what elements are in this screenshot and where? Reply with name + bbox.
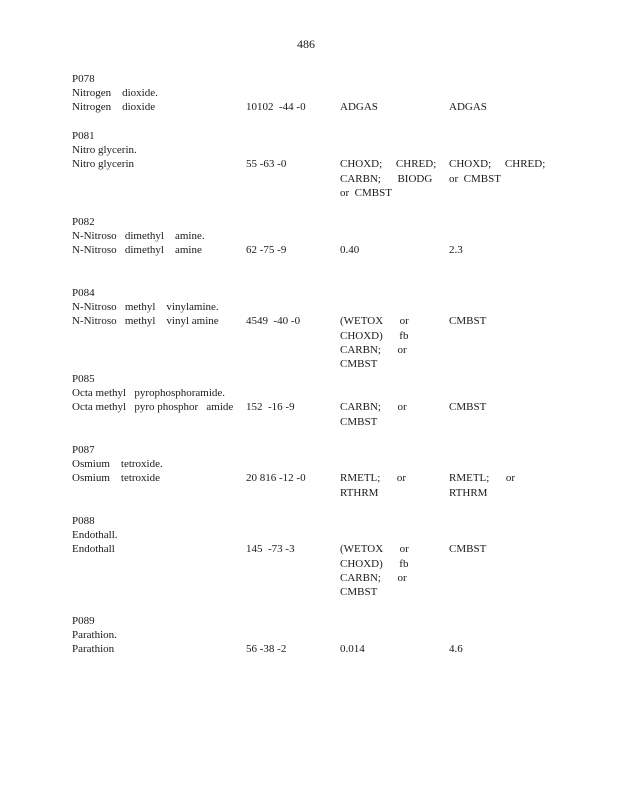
- wastewater-standard-line: RTHRM: [340, 486, 379, 499]
- nonwastewater-standard-line: or CMBST: [449, 172, 501, 185]
- nonwastewater-standard: [449, 314, 486, 328]
- nonwastewater-standard-line: RTHRM: [449, 486, 488, 499]
- waste-code: P082: [72, 216, 95, 228]
- constituent-name: Nitro glycerin: [72, 158, 135, 171]
- wastewater-standard-line: CARBN; or: [340, 401, 407, 414]
- nonwastewater-standard-line: CMBST: [449, 543, 487, 556]
- wastewater-standard-line: (WETOX or: [340, 315, 409, 328]
- constituent-row: [72, 542, 592, 598]
- cas-number: 4549 -40 -0: [246, 315, 301, 328]
- wastewater-standard-line: 0.014: [340, 643, 365, 656]
- cas-number: 62 -75 -9: [246, 244, 287, 257]
- nonwastewater-standard: [449, 400, 486, 414]
- constituent-row: [72, 243, 592, 257]
- nonwastewater-standard-line: CMBST: [449, 315, 487, 328]
- wastewater-standard: [340, 471, 406, 499]
- wastewater-standard-line: ADGAS: [340, 101, 378, 114]
- nonwastewater-standard: [449, 157, 545, 185]
- constituent-name: N-Nitroso dimethyl amine: [72, 244, 202, 257]
- constituent-name: N-Nitroso methyl vinyl amine: [72, 315, 219, 328]
- nonwastewater-standard-line: 2.3: [449, 244, 463, 257]
- nonwastewater-standard-line: CMBST: [449, 401, 487, 414]
- waste-heading: N-Nitroso dimethyl amine.: [72, 230, 205, 243]
- nonwastewater-standard-line: CHOXD; CHRED;: [449, 158, 546, 171]
- page-number: 486: [297, 37, 315, 51]
- cas-number: 145 -73 -3: [246, 543, 295, 556]
- waste-code: P087: [72, 444, 95, 456]
- wastewater-standard-line: 0.40: [340, 244, 360, 257]
- wastewater-standard-line: CARBN; or: [340, 343, 407, 356]
- wastewater-standard-line: CHOXD) fb: [340, 557, 409, 570]
- waste-heading: Nitrogen dioxide.: [72, 87, 158, 100]
- constituent-name: Octa methyl pyro phosphor amide: [72, 401, 234, 414]
- waste-code: P088: [72, 515, 95, 527]
- waste-entry: [72, 286, 592, 370]
- constituent-name: Endothall: [72, 543, 115, 556]
- constituent-row: [72, 314, 592, 370]
- constituent-row: [72, 642, 592, 656]
- waste-entry: [72, 129, 592, 199]
- constituent-name: Nitrogen dioxide: [72, 101, 156, 114]
- cas-number: 20 816 -12 -0: [246, 472, 306, 485]
- wastewater-standard-line: or CMBST: [340, 186, 392, 199]
- waste-heading: Nitro glycerin.: [72, 144, 137, 157]
- wastewater-standard: [340, 314, 409, 371]
- waste-entry: [72, 514, 592, 598]
- nonwastewater-standard: [449, 542, 486, 556]
- waste-heading: N-Nitroso methyl vinylamine.: [72, 301, 219, 314]
- wastewater-standard-line: CARBN; BIODG: [340, 172, 433, 185]
- waste-entry: [72, 372, 592, 428]
- wastewater-standard: [340, 243, 359, 257]
- nonwastewater-standard-line: 4.6: [449, 643, 463, 656]
- cas-number: 10102 -44 -0: [246, 101, 306, 114]
- waste-code: P081: [72, 130, 95, 142]
- waste-entry: [72, 215, 592, 258]
- wastewater-standard-line: CMBST: [340, 357, 378, 370]
- waste-heading: Endothall.: [72, 529, 118, 542]
- nonwastewater-standard: [449, 100, 487, 114]
- cas-number: 55 -63 -0: [246, 158, 287, 171]
- wastewater-standard: [340, 642, 365, 656]
- nonwastewater-standard: [449, 471, 515, 499]
- waste-entry: [72, 72, 592, 115]
- waste-code: P089: [72, 615, 95, 627]
- waste-heading: Octa methyl pyrophosphoramide.: [72, 387, 226, 400]
- constituent-name: Parathion: [72, 643, 115, 656]
- constituent-row: [72, 471, 592, 499]
- nonwastewater-standard-line: RMETL; or: [449, 472, 515, 485]
- constituent-row: [72, 157, 592, 199]
- wastewater-standard: [340, 157, 436, 200]
- wastewater-standard: [340, 100, 378, 114]
- waste-entry: [72, 614, 592, 657]
- waste-heading: Parathion.: [72, 629, 117, 642]
- constituent-name: Osmium tetroxide: [72, 472, 160, 485]
- wastewater-standard-line: CARBN; or: [340, 571, 407, 584]
- constituent-row: [72, 100, 592, 114]
- constituent-row: [72, 400, 592, 428]
- wastewater-standard: [340, 542, 409, 599]
- nonwastewater-standard: [449, 243, 463, 257]
- waste-code: P085: [72, 373, 95, 385]
- waste-entry: [72, 443, 592, 499]
- cas-number: 152 -16 -9: [246, 401, 295, 414]
- wastewater-standard-line: CHOXD; CHRED;: [340, 158, 437, 171]
- waste-heading: Osmium tetroxide.: [72, 458, 163, 471]
- waste-code: P084: [72, 287, 95, 299]
- wastewater-standard-line: CMBST: [340, 415, 378, 428]
- wastewater-standard: [340, 400, 407, 428]
- wastewater-standard-line: CHOXD) fb: [340, 329, 409, 342]
- nonwastewater-standard: [449, 642, 463, 656]
- wastewater-standard-line: (WETOX or: [340, 543, 409, 556]
- wastewater-standard-line: RMETL; or: [340, 472, 406, 485]
- nonwastewater-standard-line: ADGAS: [449, 101, 487, 114]
- cas-number: 56 -38 -2: [246, 643, 287, 656]
- waste-code: P078: [72, 73, 95, 85]
- wastewater-standard-line: CMBST: [340, 585, 378, 598]
